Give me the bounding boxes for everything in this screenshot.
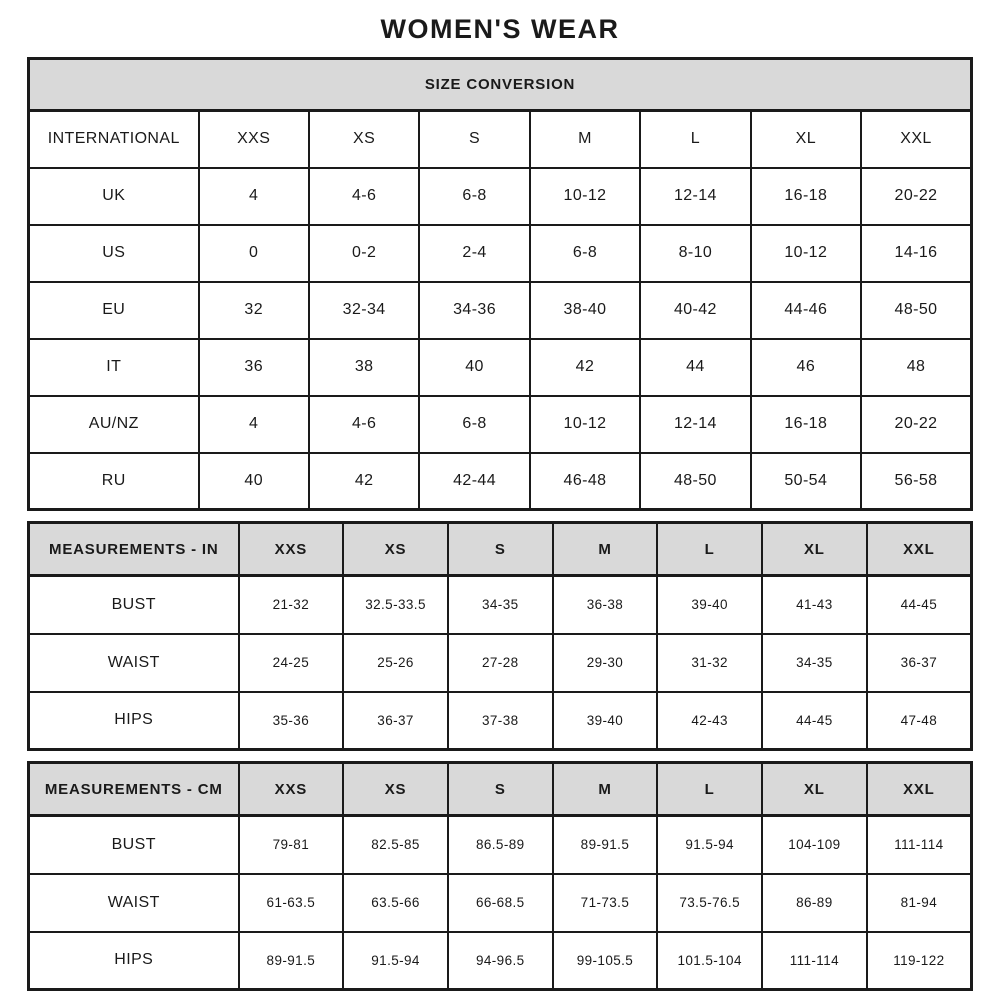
value-cell: 6-8 bbox=[419, 396, 529, 453]
value-cell: 32 bbox=[199, 282, 309, 339]
value-cell: 44 bbox=[640, 339, 750, 396]
value-cell: 6-8 bbox=[530, 225, 640, 282]
row-label: EU bbox=[29, 282, 199, 339]
value-cell: 111-114 bbox=[762, 932, 867, 990]
row-label: WAIST bbox=[29, 874, 239, 932]
value-cell: 20-22 bbox=[861, 396, 971, 453]
value-cell: 32.5-33.5 bbox=[343, 576, 448, 634]
value-cell: 82.5-85 bbox=[343, 816, 448, 874]
size-column-header-l: L bbox=[657, 763, 762, 816]
value-cell: 48-50 bbox=[640, 453, 750, 510]
table-row-eu bbox=[29, 282, 972, 339]
row-label: US bbox=[29, 225, 199, 282]
value-cell: 10-12 bbox=[530, 396, 640, 453]
size-column-header-l: L bbox=[640, 111, 750, 168]
value-cell: 36-37 bbox=[343, 692, 448, 750]
value-cell: 48 bbox=[861, 339, 971, 396]
value-cell: 16-18 bbox=[751, 396, 861, 453]
size-column-header-m: M bbox=[530, 111, 640, 168]
table-row-ru bbox=[29, 453, 972, 510]
value-cell: 36-38 bbox=[553, 576, 658, 634]
value-cell: 10-12 bbox=[530, 168, 640, 225]
value-cell: 71-73.5 bbox=[553, 874, 658, 932]
row-label: RU bbox=[29, 453, 199, 510]
size-column-header-xl: XL bbox=[762, 523, 867, 576]
measurements-in-header-row bbox=[29, 523, 972, 576]
size-column-header-xs: XS bbox=[343, 763, 448, 816]
size-column-header-xs: XS bbox=[309, 111, 419, 168]
value-cell: 34-35 bbox=[762, 634, 867, 692]
value-cell: 20-22 bbox=[861, 168, 971, 225]
value-cell: 48-50 bbox=[861, 282, 971, 339]
value-cell: 27-28 bbox=[448, 634, 553, 692]
row-label: UK bbox=[29, 168, 199, 225]
row-label: BUST bbox=[29, 576, 239, 634]
size-column-header-m: M bbox=[553, 523, 658, 576]
value-cell: 63.5-66 bbox=[343, 874, 448, 932]
value-cell: 42-44 bbox=[419, 453, 529, 510]
value-cell: 2-4 bbox=[419, 225, 529, 282]
size-column-header-xxs: XXS bbox=[239, 763, 344, 816]
value-cell: 36 bbox=[199, 339, 309, 396]
value-cell: 104-109 bbox=[762, 816, 867, 874]
table-row-hips bbox=[29, 932, 972, 990]
value-cell: 94-96.5 bbox=[448, 932, 553, 990]
table-row-bust bbox=[29, 576, 972, 634]
value-cell: 35-36 bbox=[239, 692, 344, 750]
table-row-bust bbox=[29, 816, 972, 874]
value-cell: 39-40 bbox=[553, 692, 658, 750]
value-cell: 34-36 bbox=[419, 282, 529, 339]
value-cell: 0 bbox=[199, 225, 309, 282]
size-column-header-s: S bbox=[419, 111, 529, 168]
table-row-waist bbox=[29, 874, 972, 932]
size-column-header-xxl: XXL bbox=[867, 763, 972, 816]
value-cell: 46 bbox=[751, 339, 861, 396]
size-column-header-xs: XS bbox=[343, 523, 448, 576]
value-cell: 73.5-76.5 bbox=[657, 874, 762, 932]
table-row-us bbox=[29, 225, 972, 282]
value-cell: 25-26 bbox=[343, 634, 448, 692]
value-cell: 14-16 bbox=[861, 225, 971, 282]
value-cell: 56-58 bbox=[861, 453, 971, 510]
value-cell: 89-91.5 bbox=[239, 932, 344, 990]
page-title: WOMEN'S WEAR bbox=[380, 14, 620, 44]
measurements-cm-header-row bbox=[29, 763, 972, 816]
size-conversion-title-row bbox=[29, 59, 972, 111]
size-column-header-m: M bbox=[553, 763, 658, 816]
row-label: AU/NZ bbox=[29, 396, 199, 453]
size-column-header-l: L bbox=[657, 523, 762, 576]
value-cell: 38 bbox=[309, 339, 419, 396]
row-label: WAIST bbox=[29, 634, 239, 692]
value-cell: 40 bbox=[419, 339, 529, 396]
value-cell: 79-81 bbox=[239, 816, 344, 874]
value-cell: 119-122 bbox=[867, 932, 972, 990]
row-label: HIPS bbox=[29, 692, 239, 750]
value-cell: 0-2 bbox=[309, 225, 419, 282]
value-cell: 37-38 bbox=[448, 692, 553, 750]
value-cell: 39-40 bbox=[657, 576, 762, 634]
row-label: IT bbox=[29, 339, 199, 396]
value-cell: 12-14 bbox=[640, 168, 750, 225]
value-cell: 12-14 bbox=[640, 396, 750, 453]
size-column-header-xxs: XXS bbox=[199, 111, 309, 168]
size-column-header-xxl: XXL bbox=[867, 523, 972, 576]
size-column-header-xl: XL bbox=[762, 763, 867, 816]
value-cell: 36-37 bbox=[867, 634, 972, 692]
value-cell: 44-45 bbox=[762, 692, 867, 750]
value-cell: 50-54 bbox=[751, 453, 861, 510]
value-cell: 101.5-104 bbox=[657, 932, 762, 990]
value-cell: 61-63.5 bbox=[239, 874, 344, 932]
value-cell: 34-35 bbox=[448, 576, 553, 634]
row-label: BUST bbox=[29, 816, 239, 874]
value-cell: 4-6 bbox=[309, 396, 419, 453]
value-cell: 8-10 bbox=[640, 225, 750, 282]
value-cell: 91.5-94 bbox=[343, 932, 448, 990]
value-cell: 89-91.5 bbox=[553, 816, 658, 874]
value-cell: 16-18 bbox=[751, 168, 861, 225]
size-conversion-title: SIZE CONVERSION bbox=[29, 59, 972, 111]
value-cell: 86-89 bbox=[762, 874, 867, 932]
value-cell: 38-40 bbox=[530, 282, 640, 339]
table-row-au-nz bbox=[29, 396, 972, 453]
value-cell: 44-45 bbox=[867, 576, 972, 634]
table-row-uk bbox=[29, 168, 972, 225]
value-cell: 99-105.5 bbox=[553, 932, 658, 990]
value-cell: 31-32 bbox=[657, 634, 762, 692]
value-cell: 81-94 bbox=[867, 874, 972, 932]
value-cell: 111-114 bbox=[867, 816, 972, 874]
value-cell: 10-12 bbox=[751, 225, 861, 282]
measurements-cm-table bbox=[27, 761, 973, 991]
size-conversion-corner-header: INTERNATIONAL bbox=[29, 111, 199, 168]
row-label: HIPS bbox=[29, 932, 239, 990]
value-cell: 29-30 bbox=[553, 634, 658, 692]
value-cell: 4 bbox=[199, 168, 309, 225]
value-cell: 44-46 bbox=[751, 282, 861, 339]
measurements-in-table bbox=[27, 521, 973, 751]
value-cell: 42 bbox=[530, 339, 640, 396]
size-conversion-table bbox=[27, 57, 973, 511]
value-cell: 41-43 bbox=[762, 576, 867, 634]
value-cell: 86.5-89 bbox=[448, 816, 553, 874]
size-column-header-s: S bbox=[448, 763, 553, 816]
value-cell: 24-25 bbox=[239, 634, 344, 692]
size-column-header-xxs: XXS bbox=[239, 523, 344, 576]
table-row-waist bbox=[29, 634, 972, 692]
table-row-it bbox=[29, 339, 972, 396]
value-cell: 47-48 bbox=[867, 692, 972, 750]
value-cell: 40-42 bbox=[640, 282, 750, 339]
value-cell: 4-6 bbox=[309, 168, 419, 225]
value-cell: 32-34 bbox=[309, 282, 419, 339]
size-column-header-xxl: XXL bbox=[861, 111, 971, 168]
table-row-hips bbox=[29, 692, 972, 750]
size-conversion-header-row bbox=[29, 111, 972, 168]
value-cell: 21-32 bbox=[239, 576, 344, 634]
value-cell: 40 bbox=[199, 453, 309, 510]
measurements-in-corner-header: MEASUREMENTS - IN bbox=[29, 523, 239, 576]
value-cell: 42-43 bbox=[657, 692, 762, 750]
value-cell: 6-8 bbox=[419, 168, 529, 225]
value-cell: 46-48 bbox=[530, 453, 640, 510]
value-cell: 91.5-94 bbox=[657, 816, 762, 874]
value-cell: 4 bbox=[199, 396, 309, 453]
measurements-cm-corner-header: MEASUREMENTS - CM bbox=[29, 763, 239, 816]
value-cell: 66-68.5 bbox=[448, 874, 553, 932]
value-cell: 42 bbox=[309, 453, 419, 510]
size-column-header-s: S bbox=[448, 523, 553, 576]
size-column-header-xl: XL bbox=[751, 111, 861, 168]
